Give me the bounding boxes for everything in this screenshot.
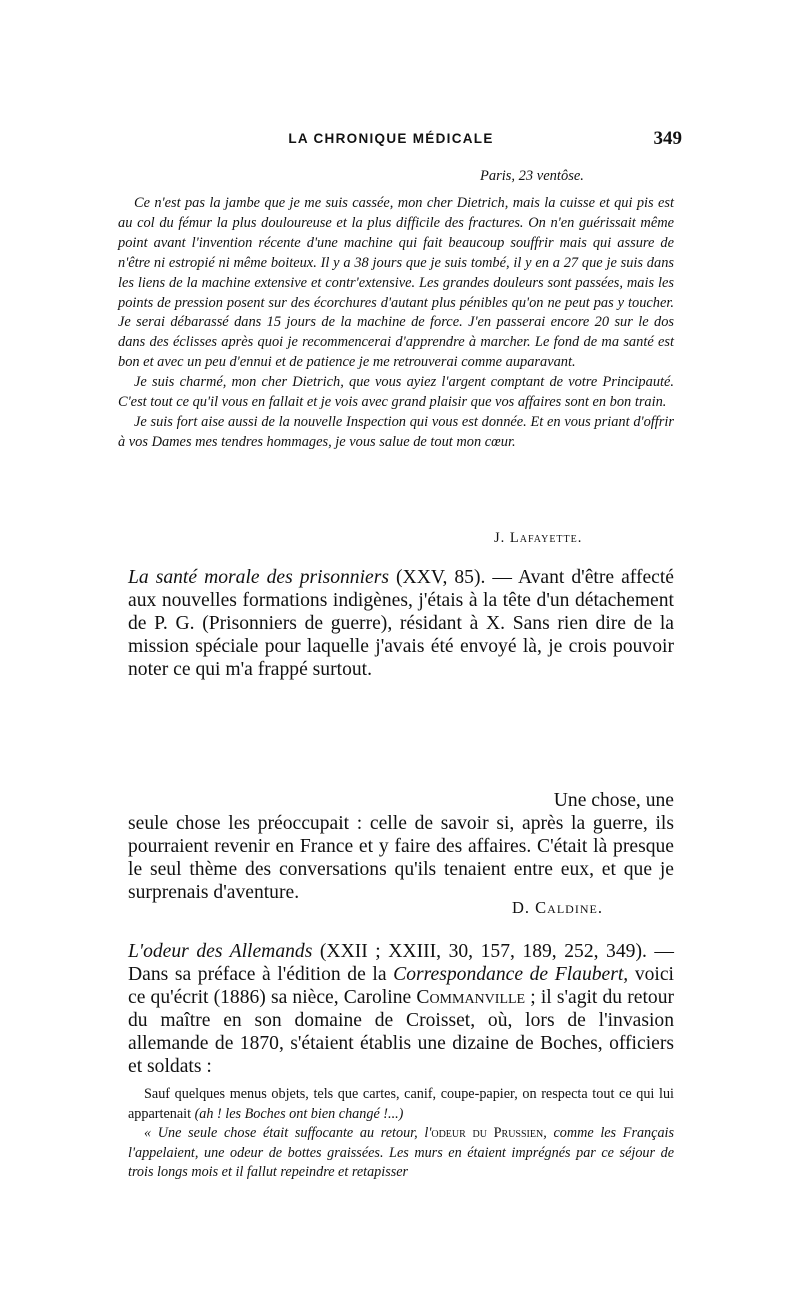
article-text: ; il s'agit du retour du maître en son domaine de Croisset, où, lors de l'invasion allemande de 1870, s'étaient établis une dizaine de Boches, officiers et soldats : bbox=[128, 986, 675, 1077]
quote-aside: (ah ! les Boches ont bien changé !...) bbox=[194, 1105, 404, 1122]
letter-body bbox=[118, 194, 674, 453]
article-title: La santé morale des prisonniers bbox=[128, 567, 389, 588]
letter-signature: J. Lafayette. bbox=[494, 530, 583, 546]
article-paragraph: seule chose les préoccupait : celle de savoir si, après la guerre, ils pourraient revenir en France et y faire des affaires. C'était là presque le seul thème des conversations qu'ils tenaient entre eux, et que je surprenais d'aventure. bbox=[128, 812, 674, 903]
letter-paragraph: Ce n'est pas la jambe que je me suis cassée, mon cher Dietrich, mais la cuisse et qui pis est au col du fémur la plus douloureuse et la plus difficile des fractures. On n'en guérissait même point avant l'invention récente d'une machine qui fait beaucoup souffrir mais qui assure de n'être ni estropié ni même boiteux. Il y a 38 jours que je suis tombé, il y en a 27 que je suis dans les liens de la machine extensive et contr'extensive. Les grandes douleurs sont passées, mais les points de pression posent sur des écorchures d'autant plus pénibles qu'on ne peut pas y toucher. Je serai débarassé dans 15 jours de la machine de force. J'en passerai encore 20 sur le dos dans des éclisses après quoi je recommencerai d'apprendre à marcher. Le fond de ma santé est bon et avec un peu d'ennui et de patience je me retrouverai comme auparavant. bbox=[118, 195, 674, 371]
article-prisoners bbox=[128, 567, 674, 682]
article-text: Dans sa préface à l'édition de la bbox=[128, 963, 387, 985]
article-text: voici ce qu'écrit (1886) sa nièce, Caroline bbox=[128, 963, 674, 1008]
article-reference: (XXV, 85). — bbox=[396, 567, 512, 588]
article-paragraph bbox=[128, 567, 674, 682]
quote-text: Sauf quelques menus objets, tels que cartes, canif, coupe-papier, on respecta tout ce qui lui appartenait bbox=[128, 1086, 674, 1122]
author-name: Commanville bbox=[416, 986, 526, 1008]
article-reference: (XXII ; XXIII, 30, 157, 189, 252, 349). — bbox=[319, 941, 674, 962]
quote-text: « Une seule chose était suffocante au retour, l' bbox=[144, 1125, 432, 1141]
quote-paragraph bbox=[128, 1085, 674, 1124]
letter-paragraph: Je suis fort aise aussi de la nouvelle Inspection qui vous est donnée. Et en vous priant d'offrir à vos Dames mes tendres hommages, je vous salue de tout mon cœur. bbox=[118, 413, 674, 450]
running-head bbox=[100, 128, 682, 151]
article-text: Avant d'être affecté aux nouvelles formations indigènes, j'étais à la tête d'un détachement de P. G. (Prisonniers de guerre), résidant à X. Sans rien dire de la mission spéciale pour laquelle j'avais été envoyé là, je crois pouvoir noter ce qui m'a frappé surtout. bbox=[128, 567, 674, 680]
quote-paragraph bbox=[128, 1124, 674, 1183]
article-title: L'odeur des Allemands bbox=[128, 941, 313, 962]
quote-caps: odeur du Prussien bbox=[431, 1125, 544, 1141]
letter-paragraph: Je suis charmé, mon cher Dietrich, que vous ayiez l'argent comptant de votre Principauté. C'est tout ce qu'il vous en fallait et je vois avec grand plaisir que vos affaires sont en bon train. bbox=[118, 374, 674, 411]
article-odeur bbox=[128, 941, 674, 1078]
article-signature: D. Caldine. bbox=[512, 898, 603, 917]
page-number: 349 bbox=[653, 128, 682, 149]
book-title: Correspondance de Flaubert, bbox=[393, 963, 629, 985]
article-prisoners-continuation bbox=[128, 790, 674, 905]
article-paragraph bbox=[128, 941, 674, 1078]
letter-dateline: Paris, 23 ventôse. bbox=[480, 168, 584, 184]
journal-title: LA CHRONIQUE MÉDICALE bbox=[288, 131, 494, 146]
continuation-lead: Une chose, une bbox=[553, 790, 674, 811]
quote-text: , comme les Français l'appelaient, une odeur de bottes graissées. Les murs en étaient imprégnés par ce séjour de trois longs mois et il fallut repeindre et retapisser bbox=[128, 1125, 675, 1180]
flaubert-quote bbox=[128, 1085, 674, 1183]
